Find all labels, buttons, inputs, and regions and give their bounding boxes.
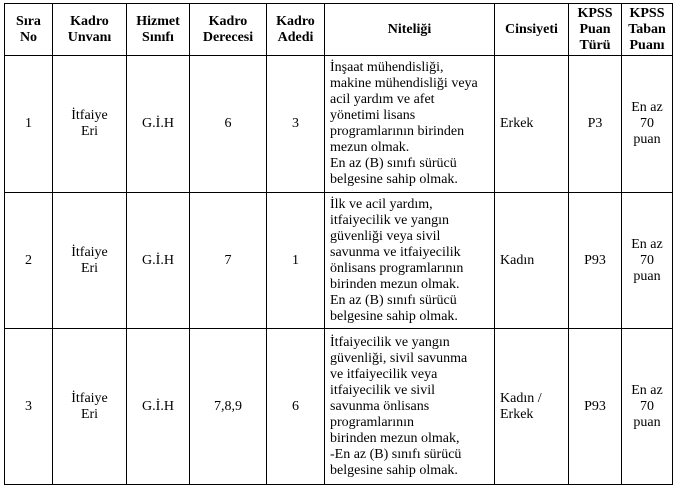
table-row (5, 329, 673, 485)
cell-sira-no: 3 (5, 329, 53, 485)
cell-kadro-adedi: 6 (267, 329, 325, 485)
header-kpss-taban-puani: KPSS Taban Puanı (622, 4, 673, 56)
cell-kpss-taban-puani: En az 70 puan (622, 56, 673, 193)
cell-kadro-unvani: İtfaiye Eri (53, 193, 127, 329)
cell-cinsiyeti: Kadın (495, 193, 569, 329)
header-kadro-adedi: Kadro Adedi (267, 4, 325, 56)
cell-cinsiyeti: Kadın / Erkek (495, 329, 569, 485)
cell-kadro-unvani: İtfaiye Eri (53, 329, 127, 485)
header-kadro-derecesi: Kadro Derecesi (190, 4, 267, 56)
header-niteligi: Niteliği (325, 4, 495, 56)
cell-sira-no: 2 (5, 193, 53, 329)
header-kadro-unvani: Kadro Unvanı (53, 4, 127, 56)
table-header-row (5, 4, 673, 56)
cell-hizmet-sinifi: G.İ.H (127, 329, 190, 485)
cell-kadro-derecesi: 6 (190, 56, 267, 193)
cell-hizmet-sinifi: G.İ.H (127, 56, 190, 193)
header-hizmet-sinifi: Hizmet Sınıfı (127, 4, 190, 56)
header-cinsiyeti: Cinsiyeti (495, 4, 569, 56)
cell-niteligi: İnşaat mühendisliği, makine mühendisliği veya acil yardım ve afet yönetimi lisans programlarının birinden mezun olmak. En az (B) sınıfı sürücü belgesine sahip olmak. (325, 56, 495, 193)
cell-kpss-puan-turu: P3 (569, 56, 622, 193)
cell-cinsiyeti: Erkek (495, 56, 569, 193)
cell-niteligi: İlk ve acil yardım, itfaiyecilik ve yangın güvenliği veya sivil savunma ve itfaiyecilik önlisans programlarının birinden mezun olmak. En az (B) sınıfı sürücü belgesine sahip olmak. (325, 193, 495, 329)
cell-kadro-unvani: İtfaiye Eri (53, 56, 127, 193)
table-row (5, 56, 673, 193)
cell-kadro-derecesi: 7,8,9 (190, 329, 267, 485)
cell-kpss-puan-turu: P93 (569, 329, 622, 485)
cell-kpss-taban-puani: En az 70 puan (622, 329, 673, 485)
cell-kpss-taban-puani: En az 70 puan (622, 193, 673, 329)
table-row (5, 193, 673, 329)
header-kpss-puan-turu: KPSS Puan Türü (569, 4, 622, 56)
cell-kpss-puan-turu: P93 (569, 193, 622, 329)
cell-niteligi: İtfaiyecilik ve yangın güvenliği, sivil savunma ve itfaiyecilik veya itfaiyecilik ve sivil savunma önlisans programlarının birinden mezun olmak, -En az (B) sınıfı sürücü belgesine sahip olmak. (325, 329, 495, 485)
cell-kadro-derecesi: 7 (190, 193, 267, 329)
cell-hizmet-sinifi: G.İ.H (127, 193, 190, 329)
kadro-table (4, 3, 673, 485)
cell-sira-no: 1 (5, 56, 53, 193)
cell-kadro-adedi: 3 (267, 56, 325, 193)
cell-kadro-adedi: 1 (267, 193, 325, 329)
header-sira-no: Sıra No (5, 4, 53, 56)
